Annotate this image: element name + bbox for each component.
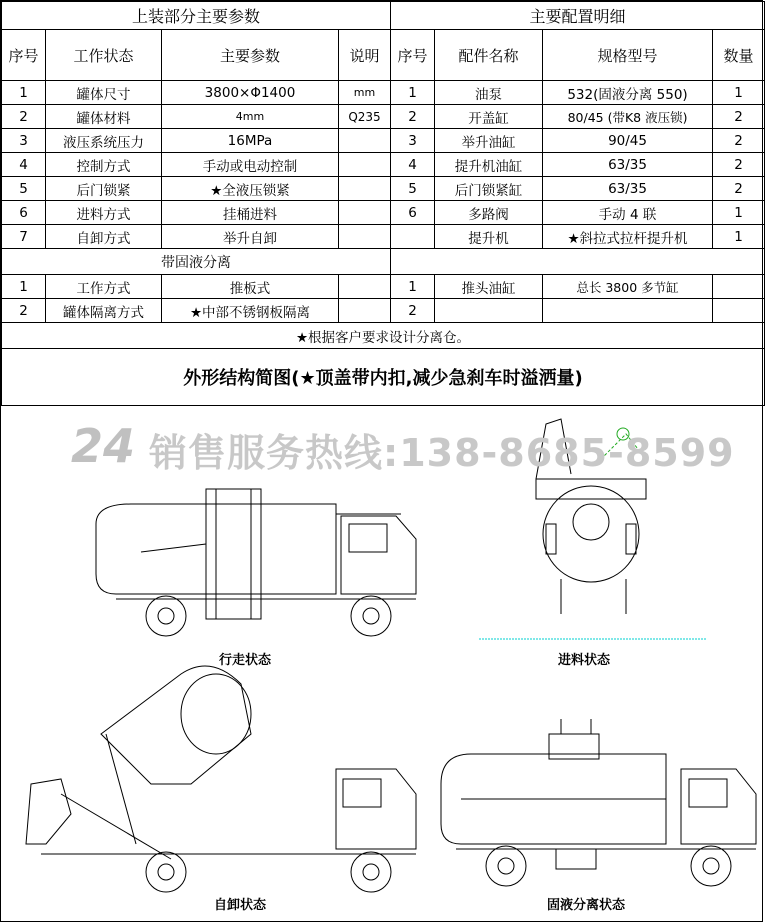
cell: 控制方式	[46, 153, 162, 177]
cell: 3	[391, 129, 435, 153]
cell: 后门锁紧缸	[435, 177, 543, 201]
cell: 液压系统压力	[46, 129, 162, 153]
truck-separation-drawing	[441, 719, 756, 886]
cell: 16MPa	[162, 129, 339, 153]
cell: 6	[391, 201, 435, 225]
truck-dumping-drawing	[26, 666, 416, 892]
cell: Q235	[339, 105, 391, 129]
sub-header: 带固液分离	[2, 249, 391, 275]
cell	[713, 299, 765, 323]
col-model: 规格型号	[543, 30, 713, 81]
col-params: 主要参数	[162, 30, 339, 81]
cell: 2	[2, 299, 46, 323]
cell: 2	[2, 105, 46, 129]
cell	[435, 299, 543, 323]
cell: 4mm	[162, 105, 339, 129]
cell: 3	[2, 129, 46, 153]
sub-header-blank	[391, 249, 765, 275]
cell: 2	[713, 153, 765, 177]
cell: mm	[339, 81, 391, 105]
cell: 后门锁紧	[46, 177, 162, 201]
cell: 90/45	[543, 129, 713, 153]
cell	[339, 201, 391, 225]
caption-dumping: 自卸状态	[214, 898, 267, 913]
cell: 推板式	[162, 275, 339, 299]
col-part: 配件名称	[435, 30, 543, 81]
cell	[339, 129, 391, 153]
truck-driving-drawing	[96, 489, 416, 636]
table-row	[2, 81, 765, 105]
left-header: 上装部分主要参数	[2, 2, 391, 30]
cell: 5	[2, 177, 46, 201]
col-qty: 数量	[713, 30, 765, 81]
cell	[391, 225, 435, 249]
cell	[339, 177, 391, 201]
cell: 3800×Φ1400	[162, 81, 339, 105]
cell: 1	[713, 81, 765, 105]
cell: 举升自卸	[162, 225, 339, 249]
cell: 开盖缸	[435, 105, 543, 129]
cell: ★斜拉式拉杆提升机	[543, 225, 713, 249]
cell: 工作方式	[46, 275, 162, 299]
cell	[339, 299, 391, 323]
cell: 油泵	[435, 81, 543, 105]
table-row	[2, 201, 765, 225]
cell: 63/35	[543, 153, 713, 177]
cell: 1	[391, 81, 435, 105]
cell: 1	[713, 201, 765, 225]
cell: 进料方式	[46, 201, 162, 225]
structure-drawings	[1, 404, 764, 923]
cell: 4	[391, 153, 435, 177]
cell: 532(固液分离 550)	[543, 81, 713, 105]
cell	[713, 275, 765, 299]
cell: ★全液压锁紧	[162, 177, 339, 201]
table-row	[2, 275, 765, 299]
cell: 1	[391, 275, 435, 299]
caption-driving: 行走状态	[219, 653, 272, 668]
table-row	[2, 105, 765, 129]
hotline-watermark: 销售服务热线:138-8685-8599	[149, 431, 735, 475]
cell: ★中部不锈钢板隔离	[162, 299, 339, 323]
cell: 63/35	[543, 177, 713, 201]
col-state: 工作状态	[46, 30, 162, 81]
cell: 手动 4 联	[543, 201, 713, 225]
table-row	[2, 153, 765, 177]
spec-table	[1, 1, 765, 406]
cell	[339, 225, 391, 249]
cell: 提升机油缸	[435, 153, 543, 177]
cell: 罐体隔离方式	[46, 299, 162, 323]
diagram-title: 外形结构简图(★顶盖带内扣,减少急刹车时溢洒量)	[2, 349, 765, 406]
cell: 罐体尺寸	[46, 81, 162, 105]
cell	[543, 299, 713, 323]
cell: 推头油缸	[435, 275, 543, 299]
cell: 举升油缸	[435, 129, 543, 153]
cell: 自卸方式	[46, 225, 162, 249]
cell: 1	[2, 275, 46, 299]
cell: 4	[2, 153, 46, 177]
cell: 多路阀	[435, 201, 543, 225]
design-note: ★根据客户要求设计分离仓。	[2, 323, 765, 349]
cell: 2	[713, 105, 765, 129]
cell: 80/45 (带K8 液压锁)	[543, 105, 713, 129]
table-row	[2, 129, 765, 153]
cell: 1	[2, 81, 46, 105]
table-row	[2, 225, 765, 249]
cell	[339, 275, 391, 299]
table-row	[2, 177, 765, 201]
cell: 2	[713, 177, 765, 201]
cell: 1	[713, 225, 765, 249]
cell: 手动或电动控制	[162, 153, 339, 177]
col-note: 说明	[339, 30, 391, 81]
cell: 挂桶进料	[162, 201, 339, 225]
col-seq2: 序号	[391, 30, 435, 81]
cell: 2	[391, 105, 435, 129]
cell: 总长 3800 多节缸	[543, 275, 713, 299]
cell: 提升机	[435, 225, 543, 249]
drawing-canvas	[1, 404, 764, 923]
caption-feeding: 进料状态	[558, 653, 611, 668]
caption-separation: 固液分离状态	[547, 898, 626, 913]
watermark-logo: 24	[71, 419, 136, 473]
table-row	[2, 299, 765, 323]
cell	[339, 153, 391, 177]
cell: 6	[2, 201, 46, 225]
col-seq: 序号	[2, 30, 46, 81]
cell: 2	[713, 129, 765, 153]
cell: 罐体材料	[46, 105, 162, 129]
cell: 2	[391, 299, 435, 323]
cell: 5	[391, 177, 435, 201]
right-header: 主要配置明细	[391, 2, 765, 30]
cell: 7	[2, 225, 46, 249]
